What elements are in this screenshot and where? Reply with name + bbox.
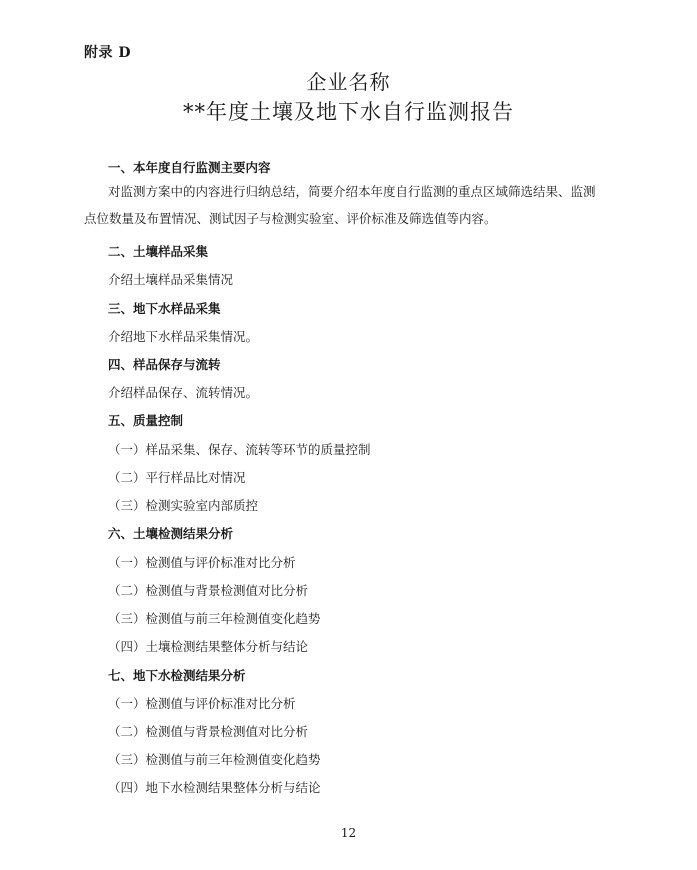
title-report-name: **年度土壤及地下水自行监测报告 <box>183 100 514 124</box>
section-5-item-3: （三）检测实验室内部质控 <box>108 498 259 513</box>
section-1-heading: 一、本年度自行监测主要内容 <box>108 160 271 175</box>
section-2-text: 介绍土壤样品采集情况 <box>108 272 234 287</box>
section-1-paragraph-line-1: 对监测方案中的内容进行归纳总结，简要介绍本年度自行监测的重点区域筛选结果、监测 <box>108 184 596 199</box>
section-4-heading: 四、样品保存与流转 <box>108 357 221 372</box>
title-company-name: 企业名称 <box>306 70 391 94</box>
section-6-heading: 六、土壤检测结果分析 <box>108 526 234 541</box>
section-7-heading: 七、地下水检测结果分析 <box>108 668 246 683</box>
section-7-item-4: （四）地下水检测结果整体分析与结论 <box>108 780 321 795</box>
section-6-item-1: （一）检测值与评价标准对比分析 <box>108 555 296 570</box>
section-4-text: 介绍样品保存、流转情况。 <box>108 385 259 400</box>
appendix-label: 附录 D <box>84 45 132 61</box>
section-5-item-1: （一）样品采集、保存、流转等环节的质量控制 <box>108 442 371 457</box>
section-3-heading: 三、地下水样品采集 <box>108 301 221 316</box>
section-6-item-4: （四）土壤检测结果整体分析与结论 <box>108 639 309 654</box>
section-6-item-2: （二）检测值与背景检测值对比分析 <box>108 583 309 598</box>
section-3-text: 介绍地下水样品采集情况。 <box>108 329 259 344</box>
section-7-item-1: （一）检测值与评价标准对比分析 <box>108 696 296 711</box>
page-number: 12 <box>340 826 357 840</box>
section-5-heading: 五、质量控制 <box>108 413 184 428</box>
section-7-item-3: （三）检测值与前三年检测值变化趋势 <box>108 752 321 767</box>
section-1-paragraph-line-2: 点位数量及布置情况、测试因子与检测实验室、评价标准及筛选值等内容。 <box>84 211 497 226</box>
section-5-item-2: （二）平行样品比对情况 <box>108 470 246 485</box>
section-7-item-2: （二）检测值与背景检测值对比分析 <box>108 724 309 739</box>
section-2-heading: 二、土壤样品采集 <box>108 244 209 259</box>
section-6-item-3: （三）检测值与前三年检测值变化趋势 <box>108 611 321 626</box>
